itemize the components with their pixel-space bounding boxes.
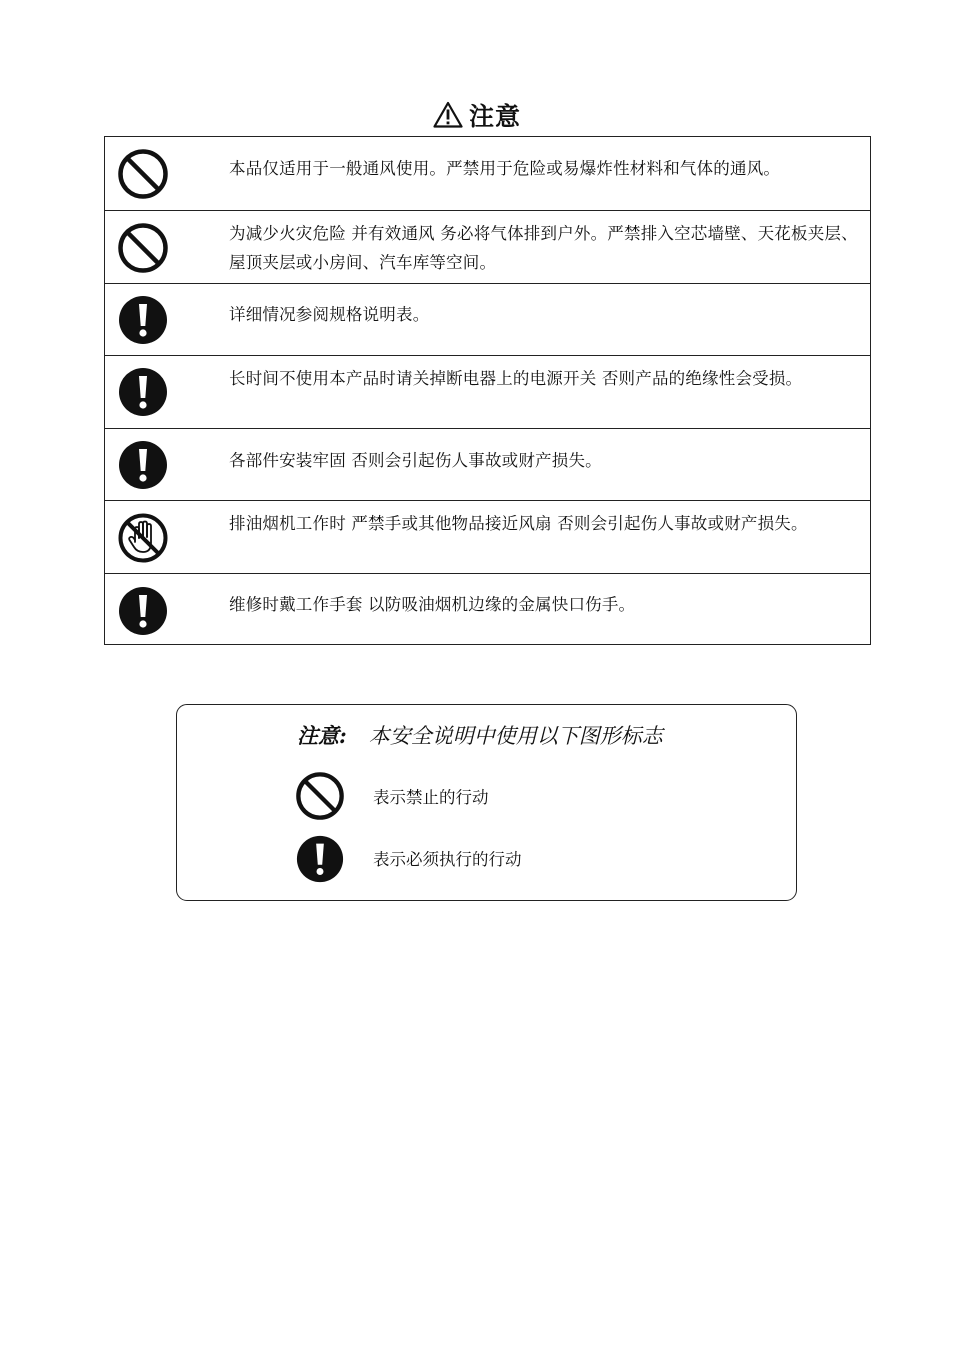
safety-row bbox=[105, 501, 870, 574]
prohibited-icon bbox=[117, 148, 169, 200]
prohibited-icon bbox=[295, 771, 345, 821]
warning-triangle-icon bbox=[433, 101, 463, 128]
no-touch-hand-icon bbox=[117, 512, 169, 564]
safety-row bbox=[105, 574, 870, 644]
legend-label: 注意: bbox=[297, 723, 347, 748]
legend-item-text: 表示禁止的行动 bbox=[373, 788, 489, 807]
safety-row-text: 长时间不使用本产品时请关掉断电器上的电源开关 否则产品的绝缘性会受损。 bbox=[229, 369, 803, 388]
safety-row bbox=[105, 356, 870, 429]
mandatory-icon bbox=[295, 834, 345, 884]
mandatory-icon bbox=[117, 366, 169, 418]
legend-heading-text: 本安全说明中使用以下图形标志 bbox=[368, 724, 663, 748]
mandatory-icon bbox=[117, 585, 169, 637]
safety-row bbox=[105, 284, 870, 356]
safety-instructions-table bbox=[104, 136, 871, 645]
legend-item-text: 表示必须执行的行动 bbox=[373, 850, 522, 869]
title-text: 注意 bbox=[468, 102, 521, 131]
mandatory-icon bbox=[117, 439, 169, 491]
prohibited-icon bbox=[117, 222, 169, 274]
safety-row bbox=[105, 211, 870, 284]
safety-row-text: 详细情况参阅规格说明表。 bbox=[229, 305, 430, 324]
safety-row-text: 为减少火灾危险 并有效通风 务必将气体排到户外。严禁排入空芯墙壁、天花板夹层、屋顶夹层或小房间、汽车库等空间。 bbox=[229, 224, 858, 272]
safety-row-text: 排油烟机工作时 严禁手或其他物品接近风扇 否则会引起伤人事故或财产损失。 bbox=[229, 514, 808, 533]
safety-row-text: 维修时戴工作手套 以防吸油烟机边缘的金属快口伤手。 bbox=[229, 595, 636, 614]
safety-row-text: 各部件安装牢固 否则会引起伤人事故或财产损失。 bbox=[229, 451, 602, 470]
safety-row bbox=[105, 429, 870, 501]
safety-row-text: 本品仅适用于一般通风使用。严禁用于危险或易爆炸性材料和气体的通风。 bbox=[229, 159, 781, 178]
legend-heading bbox=[297, 719, 663, 753]
mandatory-icon bbox=[117, 294, 169, 346]
symbol-legend bbox=[176, 704, 797, 901]
page-title bbox=[0, 98, 954, 135]
safety-row bbox=[105, 137, 870, 211]
